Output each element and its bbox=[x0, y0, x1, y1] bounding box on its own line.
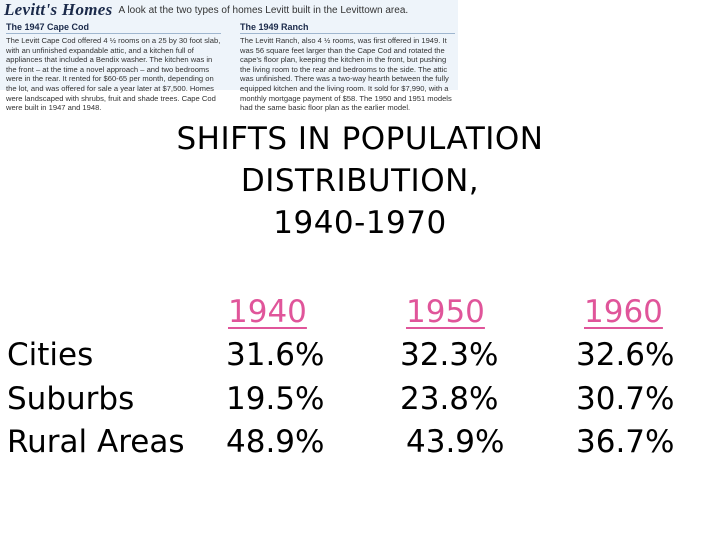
clipping-header bbox=[0, 0, 458, 20]
row-label-suburbs: Suburbs bbox=[7, 381, 135, 417]
suburbs-1940-value: 19.5% bbox=[226, 381, 325, 417]
cities-1940-value: 31.6% bbox=[226, 337, 325, 373]
slide-title-line: SHIFTS IN POPULATION bbox=[176, 121, 544, 157]
clipping-column-heading: The 1949 Ranch bbox=[240, 22, 455, 34]
slide-title-line: DISTRIBUTION, bbox=[240, 163, 480, 199]
rural-areas-1940-value: 48.9% bbox=[226, 424, 325, 460]
clipping-column-text: The Levitt Cape Cod offered 4 ½ rooms on a 25 by 30 foot slab, with an unfinished expandable attic, and a kitchen full of appliances that included a Bendix washer. The kitchen was in the front – at the time a novel approach – and two bedrooms were in the rear. It rented for $60-65 per month, depending on the lot, and was offered for sale a year later at $7,500. Homes were landscaped with shrubs, fruit and shade trees. Cape Cod were built in 1947 and 1948. bbox=[6, 36, 221, 113]
rural-areas-1960-value: 36.7% bbox=[576, 424, 675, 460]
clipping-column-heading: The 1947 Cape Cod bbox=[6, 22, 221, 34]
year-header-1950: 1950 bbox=[406, 294, 485, 330]
suburbs-1960-value: 30.7% bbox=[576, 381, 675, 417]
clipping-column-cape-cod bbox=[6, 22, 221, 113]
suburbs-1950-value: 23.8% bbox=[400, 381, 499, 417]
row-label-rural-areas: Rural Areas bbox=[7, 424, 185, 460]
slide-title bbox=[90, 118, 630, 244]
cities-1950-value: 32.3% bbox=[400, 337, 499, 373]
row-label-cities: Cities bbox=[7, 337, 94, 373]
clipping-column-ranch bbox=[240, 22, 455, 113]
slide-title-line: 1940-1970 bbox=[273, 205, 447, 241]
year-header-1960: 1960 bbox=[584, 294, 663, 330]
newspaper-clipping bbox=[0, 0, 458, 113]
year-header-1940: 1940 bbox=[228, 294, 307, 330]
clipping-tagline: A look at the two types of homes Levitt built in the Levittown area. bbox=[118, 4, 409, 16]
rural-areas-1950-value: 43.9% bbox=[406, 424, 505, 460]
clipping-column-text: The Levitt Ranch, also 4 ½ rooms, was first offered in 1949. It was 56 square feet larger than the Cape Cod and rotated the cape's floor plan, keeping the kitchen in the front, but pushing the living room to the rear and bedrooms to the side. The attic was unfinished. There was a two-way hearth between the fully equipped kitchen and the living room. It sold for $7,990, with a monthly mortgage payment of $58. The 1950 and 1951 models had the same basic floor plan as the earlier model. bbox=[240, 36, 452, 113]
clipping-brand: Levitt's Homes bbox=[4, 0, 113, 19]
cities-1960-value: 32.6% bbox=[576, 337, 675, 373]
